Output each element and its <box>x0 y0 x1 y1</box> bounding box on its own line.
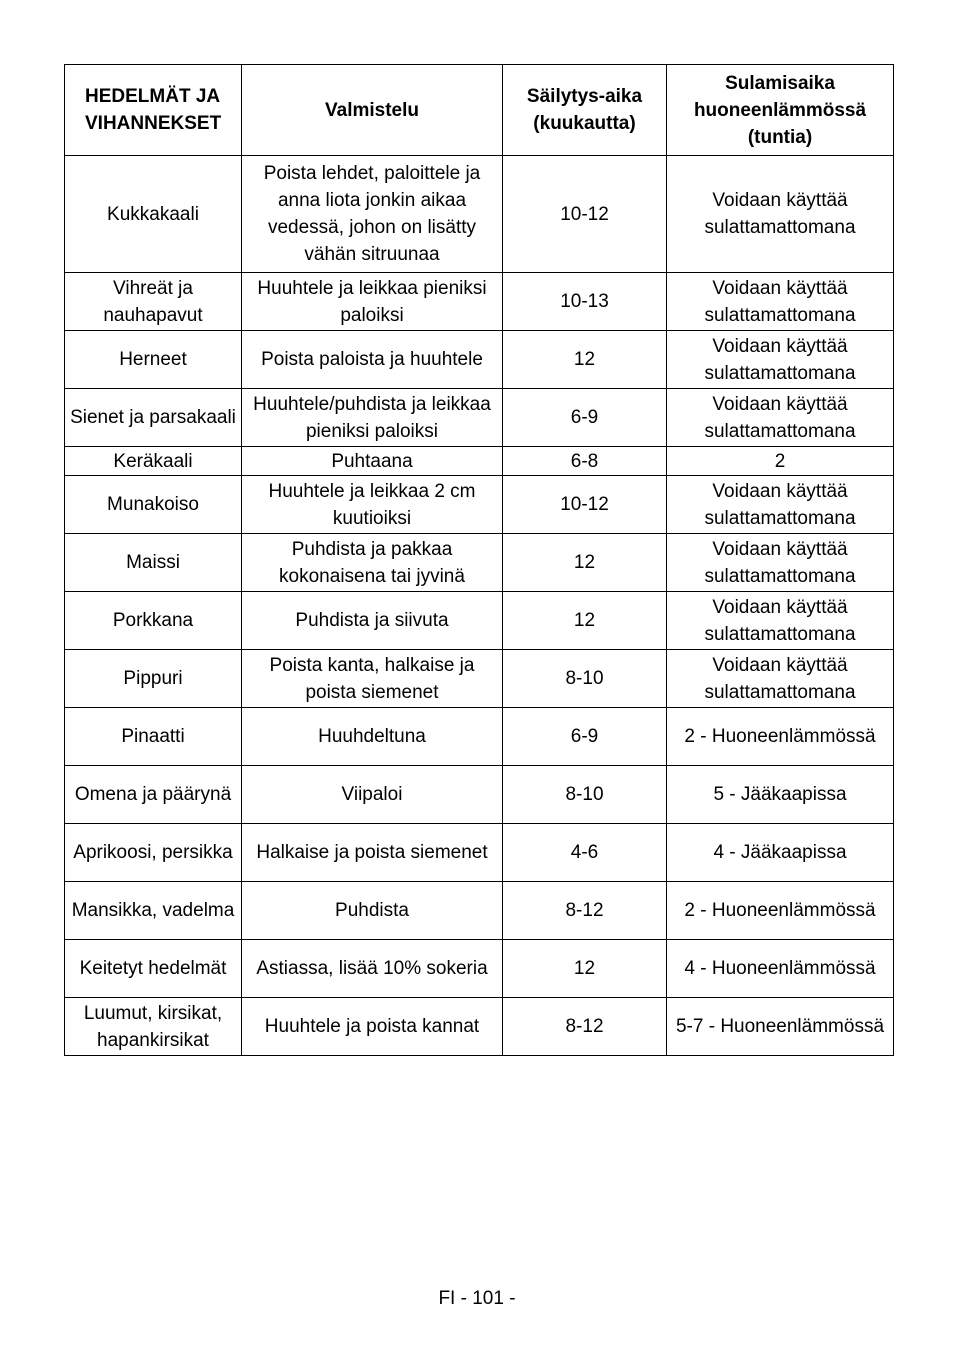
cell-thawing: Voidaan käyttää sulattamattomana <box>667 273 894 331</box>
table-row <box>65 708 894 766</box>
cell-preparation: Astiassa, lisää 10% sokeria <box>242 940 503 998</box>
table-row <box>65 824 894 882</box>
header-storage-time: Säilytys-aika (kuukautta) <box>503 65 667 156</box>
cell-preparation: Huuhtele ja leikkaa pieniksi paloiksi <box>242 273 503 331</box>
cell-storage: 6-9 <box>503 708 667 766</box>
cell-item: Omena ja päärynä <box>65 766 242 824</box>
cell-preparation: Puhtaana <box>242 447 503 476</box>
cell-thawing: Voidaan käyttää sulattamattomana <box>667 331 894 389</box>
cell-preparation: Huuhtele ja poista kannat <box>242 998 503 1056</box>
cell-storage: 8-12 <box>503 998 667 1056</box>
cell-item: Pippuri <box>65 650 242 708</box>
cell-thawing: Voidaan käyttää sulattamattomana <box>667 476 894 534</box>
table-row <box>65 998 894 1056</box>
table-header-row <box>65 65 894 156</box>
cell-storage: 10-13 <box>503 273 667 331</box>
table-row <box>65 940 894 998</box>
cell-preparation: Poista lehdet, paloittele ja anna liota jonkin aikaa vedessä, johon on lisätty vähän sitruunaa <box>242 156 503 273</box>
cell-storage: 10-12 <box>503 156 667 273</box>
cell-thawing: 2 - Huoneenlämmössä <box>667 882 894 940</box>
cell-storage: 8-10 <box>503 766 667 824</box>
table-row <box>65 882 894 940</box>
cell-preparation: Poista paloista ja huuhtele <box>242 331 503 389</box>
table-row <box>65 156 894 273</box>
cell-item: Herneet <box>65 331 242 389</box>
cell-item: Munakoiso <box>65 476 242 534</box>
cell-item: Keitetyt hedelmät <box>65 940 242 998</box>
cell-thawing: Voidaan käyttää sulattamattomana <box>667 650 894 708</box>
cell-item: Aprikoosi, persikka <box>65 824 242 882</box>
cell-preparation: Halkaise ja poista siemenet <box>242 824 503 882</box>
cell-preparation: Puhdista ja pakkaa kokonaisena tai jyvinä <box>242 534 503 592</box>
cell-thawing: Voidaan käyttää sulattamattomana <box>667 592 894 650</box>
cell-storage: 8-12 <box>503 882 667 940</box>
table-row <box>65 331 894 389</box>
cell-preparation: Puhdista <box>242 882 503 940</box>
cell-preparation: Huuhtele ja leikkaa 2 cm kuutioiksi <box>242 476 503 534</box>
cell-thawing: 4 - Jääkaapissa <box>667 824 894 882</box>
cell-item: Maissi <box>65 534 242 592</box>
header-thawing-time: Sulamisaika huoneenlämmössä (tuntia) <box>667 65 894 156</box>
cell-thawing: 2 <box>667 447 894 476</box>
cell-storage: 8-10 <box>503 650 667 708</box>
cell-storage: 12 <box>503 592 667 650</box>
cell-storage: 6-8 <box>503 447 667 476</box>
cell-storage: 12 <box>503 534 667 592</box>
cell-item: Vihreät ja nauhapavut <box>65 273 242 331</box>
cell-thawing: Voidaan käyttää sulattamattomana <box>667 156 894 273</box>
cell-item: Luumut, kirsikat, hapankirsikat <box>65 998 242 1056</box>
table-row <box>65 534 894 592</box>
table-row <box>65 650 894 708</box>
cell-item: Keräkaali <box>65 447 242 476</box>
table-row <box>65 766 894 824</box>
cell-item: Pinaatti <box>65 708 242 766</box>
cell-storage: 6-9 <box>503 389 667 447</box>
table-row <box>65 389 894 447</box>
cell-preparation: Viipaloi <box>242 766 503 824</box>
table-row <box>65 592 894 650</box>
cell-preparation: Poista kanta, halkaise ja poista siemenet <box>242 650 503 708</box>
page-number: FI - 101 - <box>438 1288 516 1309</box>
cell-thawing: 2 - Huoneenlämmössä <box>667 708 894 766</box>
cell-storage: 12 <box>503 331 667 389</box>
header-preparation: Valmistelu <box>242 65 503 156</box>
cell-thawing: 4 - Huoneenlämmössä <box>667 940 894 998</box>
cell-item: Mansikka, vadelma <box>65 882 242 940</box>
cell-item: Sienet ja parsakaali <box>65 389 242 447</box>
cell-preparation: Puhdista ja siivuta <box>242 592 503 650</box>
cell-storage: 12 <box>503 940 667 998</box>
cell-storage: 10-12 <box>503 476 667 534</box>
cell-preparation: Huuhdeltuna <box>242 708 503 766</box>
header-fruits-vegetables: HEDELMÄT JA VIHANNEKSET <box>65 65 242 156</box>
cell-item: Porkkana <box>65 592 242 650</box>
cell-preparation: Huuhtele/puhdista ja leikkaa pieniksi paloiksi <box>242 389 503 447</box>
table-row <box>65 447 894 476</box>
cell-thawing: Voidaan käyttää sulattamattomana <box>667 389 894 447</box>
cell-thawing: Voidaan käyttää sulattamattomana <box>667 534 894 592</box>
table-row <box>65 273 894 331</box>
table-row <box>65 476 894 534</box>
cell-thawing: 5 - Jääkaapissa <box>667 766 894 824</box>
cell-item: Kukkakaali <box>65 156 242 273</box>
cell-thawing: 5-7 - Huoneenlämmössä <box>667 998 894 1056</box>
cell-storage: 4-6 <box>503 824 667 882</box>
freezing-table <box>64 64 894 1056</box>
freezing-table-container <box>64 64 893 1056</box>
